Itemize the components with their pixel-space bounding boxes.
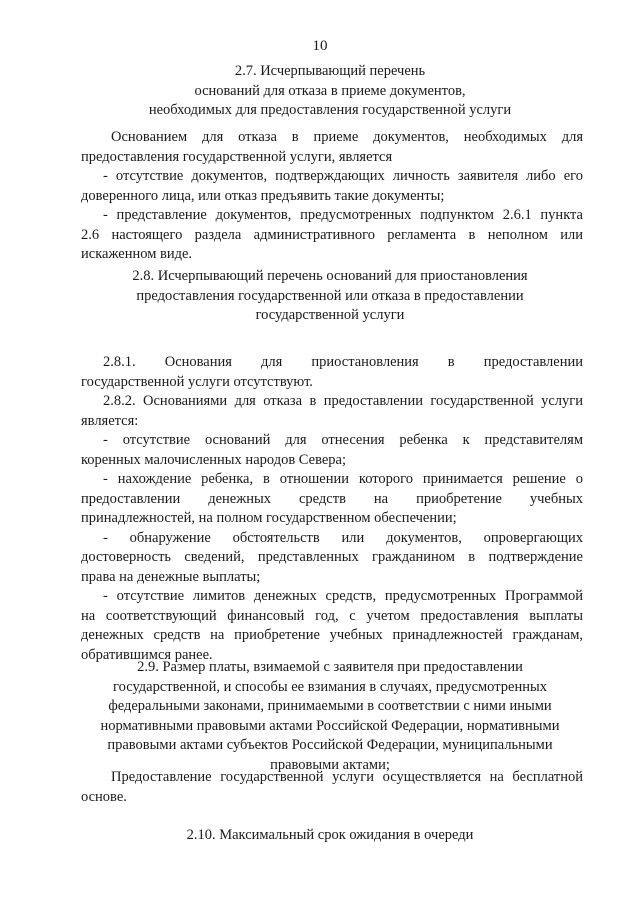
text-line: 2.6 настоящего раздела административного регламента в неполном или: [81, 226, 583, 243]
heading-line: федеральными законами, принимаемыми в соответствии с ними иными: [108, 698, 552, 714]
text-line: - отсутствие лимитов денежных средств, предусмотренных Программой: [103, 588, 583, 604]
text-line: - отсутствие документов, подтверждающих личность заявителя либо его: [103, 168, 583, 184]
section-2-8-heading: [60, 267, 600, 326]
text-line: на соответствующий финансовый год, с учетом предоставления выплаты: [81, 607, 583, 624]
heading-line: правовыми актами;: [270, 756, 390, 773]
section-2-10-heading: [60, 826, 600, 846]
section-2-7-heading: [60, 62, 600, 121]
text-line: 2.8.1. Основания для приостановления в предоставлении: [103, 354, 583, 370]
heading-line: 2.10. Максимальный срок ожидания в очереди: [186, 827, 474, 843]
heading-line: предоставления государственной или отказа в предоставлении: [136, 287, 524, 304]
text-line: денежных средств на приобретение учебных принадлежностей гражданам,: [81, 627, 583, 643]
heading-line: 2.8. Исчерпывающий перечень оснований для приостановления: [132, 268, 528, 284]
page-number: 10: [312, 38, 328, 54]
section-2-8-body: [81, 353, 583, 665]
text-line: искаженном виде.: [81, 246, 193, 262]
text-line: коренных малочисленных народов Севера;: [81, 451, 347, 468]
text-line: Основанием для отказа в приеме документов, необходимых для: [111, 129, 583, 145]
text-line: - обнаружение обстоятельств или документов, опровергающих: [103, 529, 583, 546]
section-2-7-body: [81, 128, 583, 265]
heading-line: необходимых для предоставления государственной услуги: [148, 102, 512, 118]
text-line: - нахождение ребенка, в отношении которого принимается решение о: [103, 471, 583, 487]
section-2-9-body: [81, 768, 583, 807]
text-line: Предоставление государственной услуги осуществляется на бесплатной: [111, 769, 583, 785]
text-line: права на денежные выплаты;: [81, 568, 261, 585]
heading-line: 2.9. Размер платы, взимаемой с заявителя при предоставлении: [137, 659, 523, 675]
text-line: предоставлении денежных средств на приобретение учебных: [81, 490, 583, 507]
heading-line: 2.7. Исчерпывающий перечень: [234, 63, 426, 79]
text-line: - отсутствие оснований для отнесения ребенка к представителям: [103, 432, 583, 448]
text-line: достоверность сведений, представленных гражданином в подтверждение: [81, 549, 583, 565]
text-line: является:: [81, 412, 139, 429]
text-line: государственной услуги отсутствуют.: [81, 373, 313, 390]
heading-line: государственной, и способы ее взимания в случаях, предусмотренных: [113, 678, 547, 695]
text-line: - представление документов, предусмотренных подпунктом 2.6.1 пункта: [103, 207, 583, 223]
text-line: основе.: [81, 788, 127, 805]
text-line: 2.8.2. Основаниями для отказа в предоставлении государственной услуги: [103, 393, 583, 409]
heading-line: нормативными правовыми актами Российской Федерации, нормативными: [100, 717, 560, 734]
text-line: принадлежностей, на полном государственном обеспечении;: [81, 510, 457, 526]
heading-line: государственной услуги: [255, 307, 405, 323]
text-line: предоставления государственной услуги, является: [81, 148, 393, 165]
heading-line: оснований для отказа в приеме документов,: [194, 82, 466, 99]
section-2-9-heading: [60, 658, 600, 775]
heading-line: правовыми актами субъектов Российской Федерации, муниципальными: [107, 737, 553, 753]
text-line: доверенного лица, или отказ предъявить такие документы;: [81, 187, 445, 204]
text-line: обратившимся ранее.: [81, 646, 213, 663]
